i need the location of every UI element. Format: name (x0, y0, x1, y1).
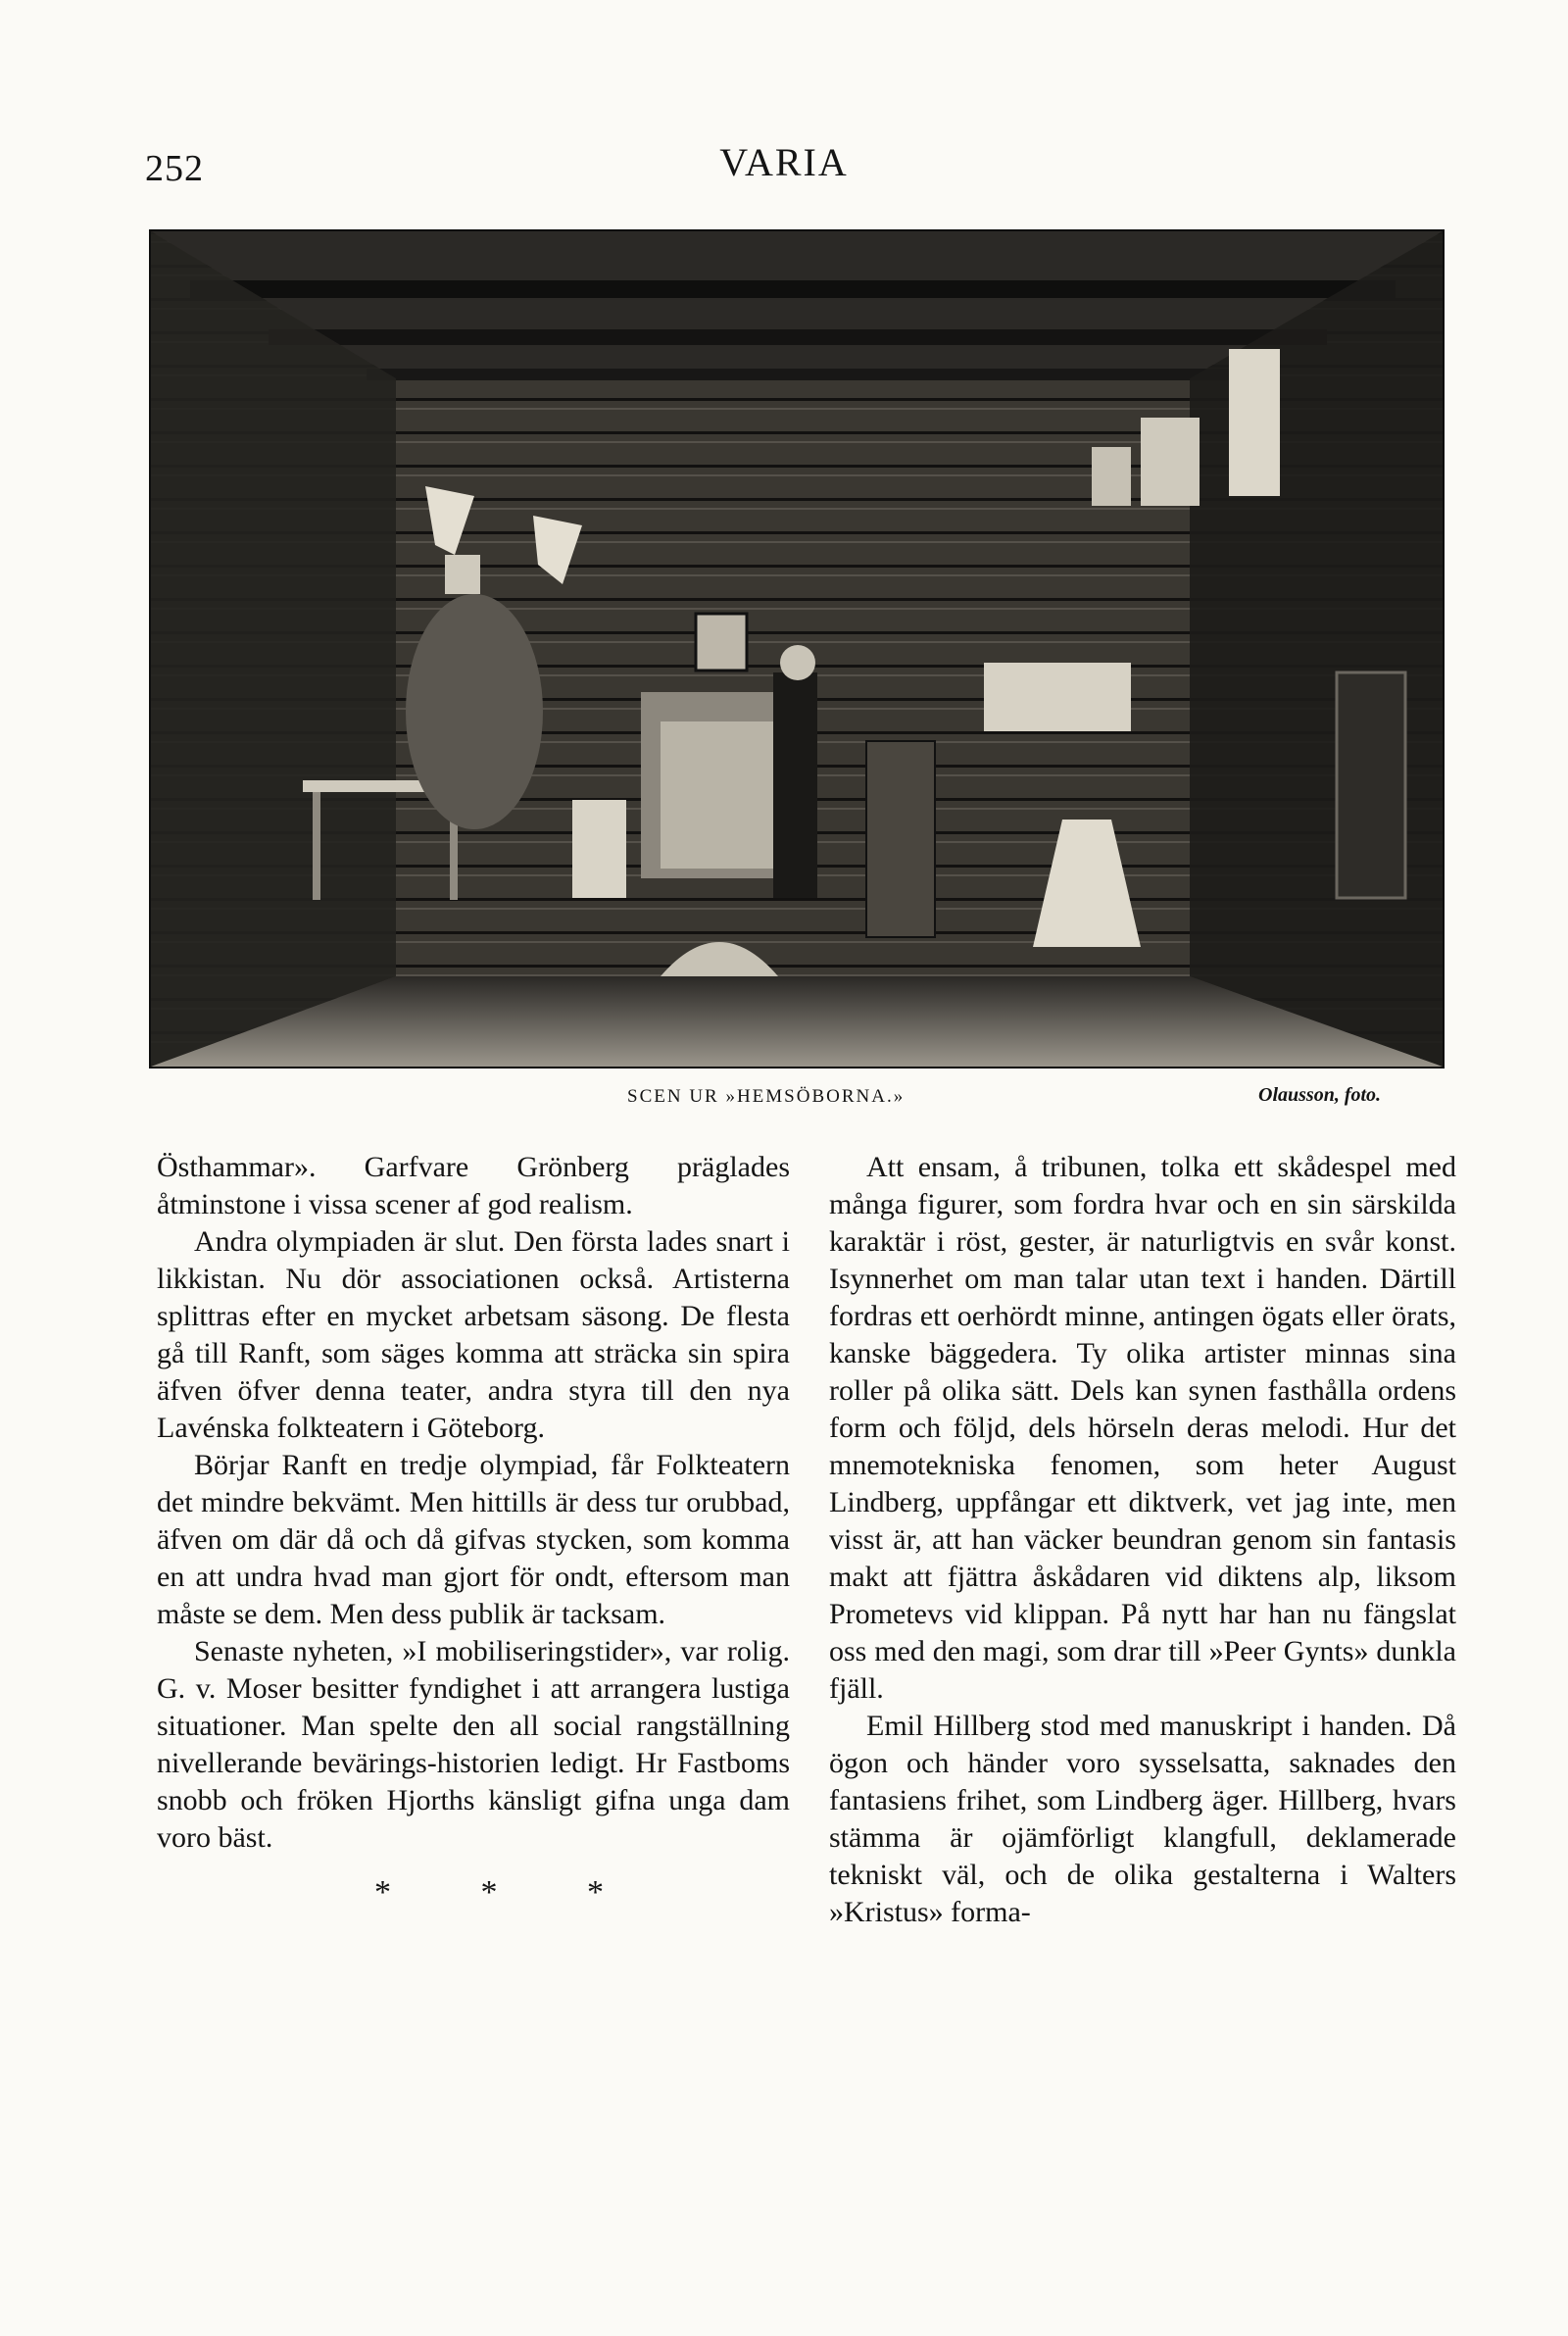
running-head: VARIA (719, 140, 849, 184)
photo-credit: Olausson, foto. (1258, 1084, 1382, 1106)
left-column (157, 1149, 790, 1912)
page-number: 252 (145, 148, 204, 189)
figure-caption: SCEN UR »HEMSÖBORNA.» (627, 1086, 906, 1107)
paragraph: Senaste nyheten, »I mobiliseringstider», var rolig. G. v. Moser besitter fyndighet i att arrangera lustiga situationer. Man spelte den all social rangställning nivellerande bevärings-historien ledigt. Hr Fastboms snobb och fröken Hjorths känsligt gifna unga dam voro bäst. (157, 1635, 790, 1854)
paragraph: Börjar Ranft en tredje olympiad, får Folkteatern det mindre bekvämt. Men hittills är dess tur orubbad, äfven om där då och då gifvas stycken, som komma en att undra hvad man gjort för ondt, eftersom man måste se dem. Men dess publik är tacksam. (157, 1449, 790, 1630)
asterisk: * (480, 1874, 498, 1911)
asterisk: * (374, 1874, 391, 1911)
paragraph: Emil Hillberg stod med manuskript i handen. Då ögon och händer voro sysselsatta, saknades den fantasiens frihet, som Lindberg äger. Hillberg, hvars stämma är ojämförligt klangfull, deklamerade tekniskt väl, och de olika gestalterna i Walters »Kristus» forma- (829, 1710, 1456, 1928)
stage-photograph (149, 229, 1445, 1069)
paragraph: Att ensam, å tribunen, tolka ett skådespel med många figurer, som fordra hvar och en sin särskilda karaktär i röst, gester, är naturligtvis en svår konst. Isynnerhet om man talar utan text i handen. Därtill fordras ett oerhördt minne, antingen ögats eller örats, kanske bäggedera. Ty olika artister minnas sina roller på olika sätt. Dels kan synen fasthålla ordens form och följd, dels hörseln deras melodi. Hur det mnemotekniska fenomen, som heter August Lindberg, uppfångar ett diktverk, vet jag inte, men visst är, att han väcker beundran genom sin fantasis makt att fjättra åskådaren vid diktens alp, liksom Prometevs vid klippan. På nytt har han nu fängslat oss med den magi, som drar till »Peer Gynts» dunkla fjäll. (829, 1151, 1456, 1705)
asterisk: * (587, 1874, 604, 1911)
paragraph: Andra olympiaden är slut. Den första lades snart i likkistan. Nu dör associationen också. Artisterna splittras efter en mycket arbetsam säsong. De flesta gå till Ranft, som säges komma att sträcka sin spira äfven öfver denna teater, andra styra till den nya Lavénska folkteatern i Göteborg. (157, 1225, 790, 1444)
section-separator (157, 1874, 790, 1912)
right-column (829, 1149, 1456, 1931)
paragraph: Östhammar». Garfvare Grönberg präglades åtminstone i vissa scener af god realism. (157, 1151, 790, 1220)
